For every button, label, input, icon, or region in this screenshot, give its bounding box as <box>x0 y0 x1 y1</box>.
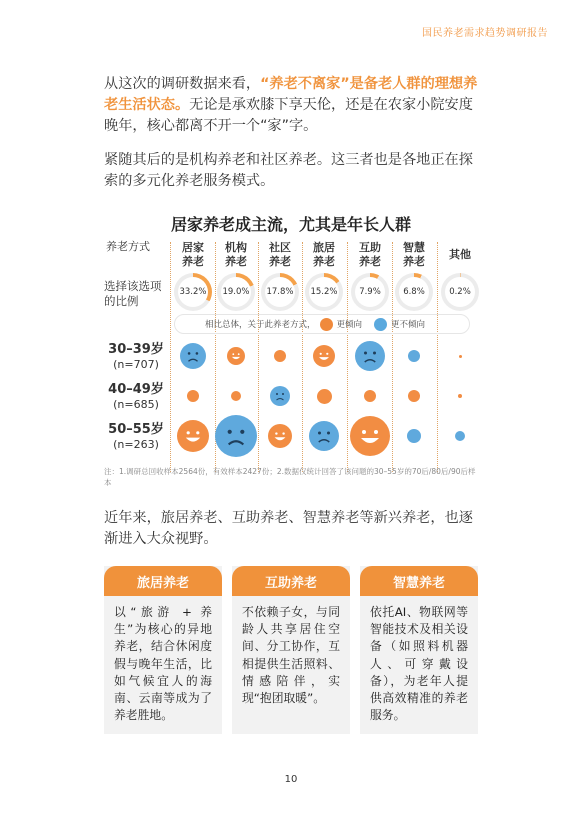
less-inclined-bubble <box>407 429 421 443</box>
sample-size: (n=707) <box>113 358 159 371</box>
more-inclined-bubble <box>274 350 286 362</box>
card-body: 以“旅游 + 养生”为核心的异地养老，结合休闲度假与晚年生活，比如气候宜人的海南、云南等成为了养老胜地。 <box>114 605 212 723</box>
chart-legend <box>174 314 470 334</box>
header-label: 养老方式 <box>106 240 150 253</box>
share-label: 17.8% <box>265 277 295 307</box>
smile-face-icon <box>268 424 292 448</box>
more-inclined-bubble <box>408 390 420 402</box>
column-header: 居家 养老 <box>182 241 204 268</box>
third-paragraph: 近年来，旅居养老、互助养老、智慧养老等新兴养老，也逐渐进入大众视野。 <box>104 510 473 547</box>
less-inclined-bubble <box>355 341 385 371</box>
intro-tail: 无论是承欢膝下享天伦，还是在农家小院安度晚年，核心都离不开一个“家”字。 <box>104 97 473 134</box>
share-donut <box>395 273 433 311</box>
column-divider <box>437 242 438 472</box>
card-body: 不依赖子女，与同龄人共享居住空间、分工协作，互相提供生活照料、情感陪伴，实现“抱团取暖”。 <box>242 605 340 706</box>
sample-size: (n=263) <box>113 438 159 451</box>
smile-face-icon <box>177 420 209 452</box>
column-divider <box>392 242 393 472</box>
card-body: 依托AI、物联网等智能技术及相关设备（如照料机器人、可穿戴设备），为老年人提供高效精准的养老服务。 <box>370 605 468 723</box>
legend-intro: 相比总体，关于此养老方式， <box>205 320 316 330</box>
smile-icon <box>320 318 333 331</box>
card-smart-care <box>360 566 478 734</box>
age-group-label <box>100 422 172 452</box>
more-inclined-bubble <box>227 347 245 365</box>
share-label: 33.2% <box>178 277 208 307</box>
frown-face-icon <box>180 343 206 369</box>
age-group-label <box>100 382 172 412</box>
frown-face-icon <box>270 386 290 406</box>
card-travel-care <box>104 566 222 734</box>
more-inclined-bubble <box>350 416 390 456</box>
column-divider <box>347 242 348 472</box>
more-inclined-bubble <box>187 390 199 402</box>
column-header: 其他 <box>449 248 471 261</box>
chart-note: 注：1.调研总回收样本2564份，有效样本2427份；2.数据仅统计回答了该问题的30–55岁的70后/80后/90后样本 <box>104 467 476 487</box>
more-inclined-bubble <box>313 345 335 367</box>
ratio-label: 选择该选项的比例 <box>104 279 162 308</box>
share-donut <box>174 273 212 311</box>
chart-title: 居家养老成主流，尤其是年长人群 <box>170 215 411 234</box>
page-number: 10 <box>284 774 298 785</box>
legend-less: 更不倾向 <box>391 320 426 330</box>
column-header: 互助 养老 <box>359 241 381 268</box>
share-label: 15.2% <box>309 277 339 307</box>
age-range: 30–39岁 <box>108 342 164 357</box>
column-divider <box>258 242 259 472</box>
column-header: 机构 养老 <box>225 241 247 268</box>
more-inclined-bubble <box>459 355 462 358</box>
age-range: 50–55岁 <box>108 422 164 437</box>
column-header: 智慧 养老 <box>403 241 425 268</box>
more-inclined-bubble <box>364 390 376 402</box>
less-inclined-bubble <box>309 421 339 451</box>
share-label: 19.0% <box>221 277 251 307</box>
more-inclined-bubble <box>231 391 241 401</box>
card-title: 互助养老 <box>232 566 350 596</box>
more-inclined-bubble <box>268 424 292 448</box>
share-label: 0.2% <box>445 277 475 307</box>
frown-face-icon <box>355 341 385 371</box>
column-header: 社区 养老 <box>269 241 291 268</box>
smile-face-icon <box>227 347 245 365</box>
frown-face-icon <box>215 415 257 457</box>
share-donut <box>217 273 255 311</box>
column-divider <box>302 242 303 472</box>
share-label: 6.8% <box>399 277 429 307</box>
report-header-title: 国民养老需求趋势调研报告 <box>422 28 548 39</box>
smile-face-icon <box>313 345 335 367</box>
smile-face-icon <box>350 416 390 456</box>
legend-more: 更倾向 <box>336 320 363 330</box>
age-group-label <box>100 342 172 372</box>
share-donut <box>351 273 389 311</box>
frown-icon <box>374 318 387 331</box>
column-header: 旅居 养老 <box>313 241 335 268</box>
share-donut <box>305 273 343 311</box>
less-inclined-bubble <box>270 386 290 406</box>
sample-size: (n=685) <box>113 398 159 411</box>
share-label: 7.9% <box>355 277 385 307</box>
less-inclined-bubble <box>215 415 257 457</box>
card-title: 智慧养老 <box>360 566 478 596</box>
age-range: 40–49岁 <box>108 382 164 397</box>
intro-lead: 从这次的调研数据来看， <box>104 76 261 92</box>
less-inclined-bubble <box>455 431 465 441</box>
more-inclined-bubble <box>317 389 332 404</box>
intro-highlight: “养老不离家”是备老人群的理想养老生活状态。 <box>104 76 478 113</box>
less-inclined-bubble <box>408 350 420 362</box>
less-inclined-bubble <box>180 343 206 369</box>
card-mutual-care <box>232 566 350 734</box>
more-inclined-bubble <box>177 420 209 452</box>
share-donut <box>441 273 479 311</box>
more-inclined-bubble <box>458 394 462 398</box>
intro-paragraph <box>104 74 482 137</box>
second-paragraph: 紧随其后的是机构养老和社区养老。这三者也是各地正在探索的多元化养老服务模式。 <box>104 152 473 189</box>
frown-face-icon <box>309 421 339 451</box>
share-donut <box>261 273 299 311</box>
card-title: 旅居养老 <box>104 566 222 596</box>
